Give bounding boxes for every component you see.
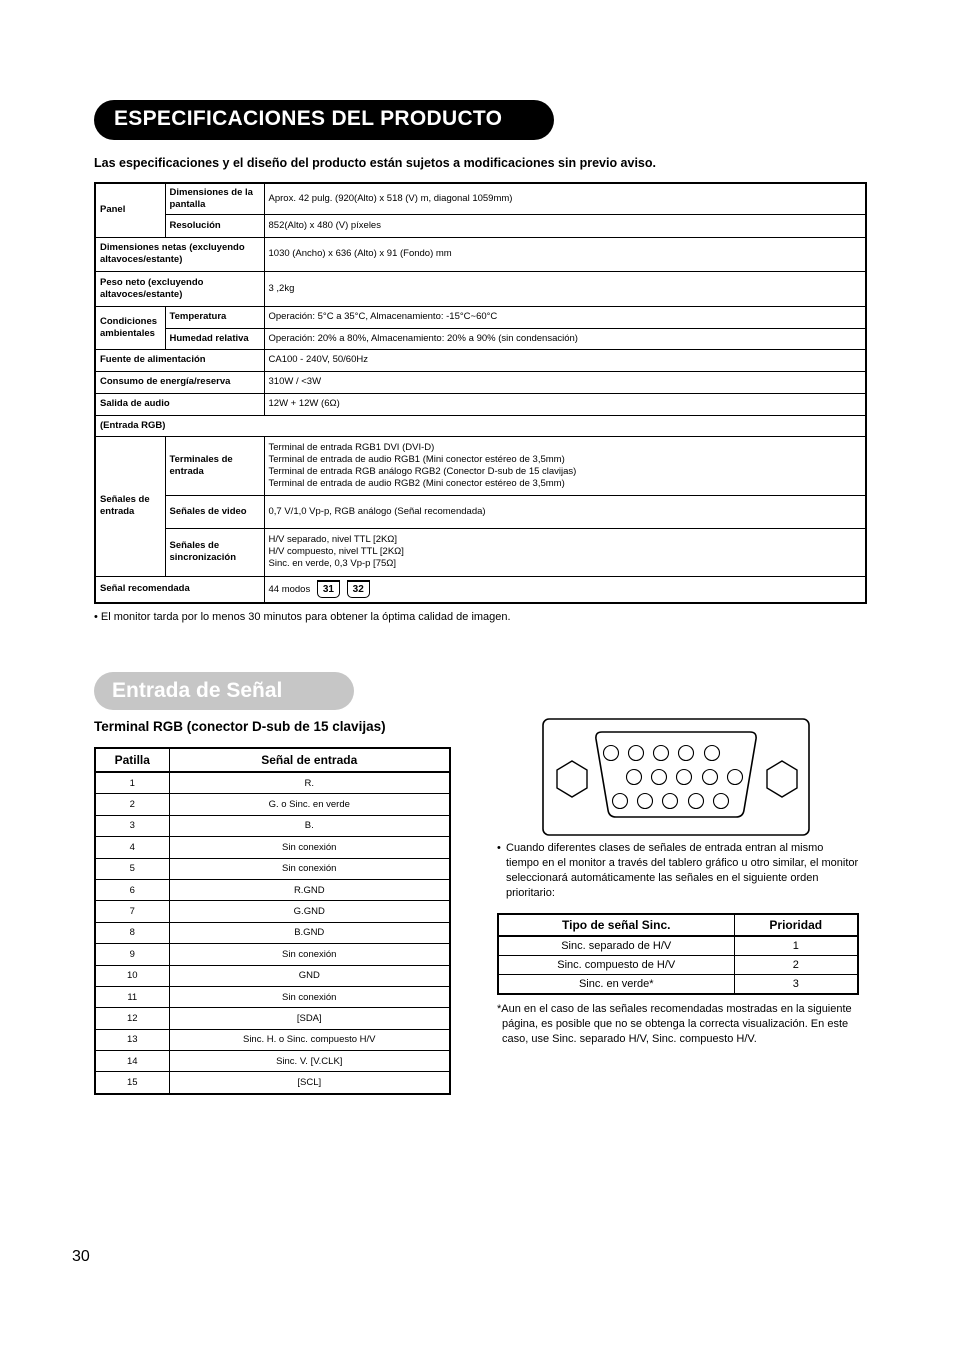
table-cell-value: Sin conexión xyxy=(169,944,450,965)
priority-note xyxy=(497,1002,859,1047)
table-row xyxy=(95,328,866,349)
table-cell-key: 1 xyxy=(95,772,169,794)
bullet-text: Cuando diferentes clases de señales de entrada entran al mismo tiempo en el monitor a través del tablero gráfico u otro similar, el monitor seleccionará automáticamente las señales en el siguiente orden prioritario: xyxy=(506,842,859,899)
table-row xyxy=(95,986,450,1007)
terminal-line: Terminal de entrada de audio RGB2 (Mini conector estéreo de 3,5mm) xyxy=(268,477,565,489)
table-row xyxy=(95,237,866,271)
spec-label: Temperatura xyxy=(165,306,264,328)
table-cell-value: B. xyxy=(169,815,450,836)
table-cell-value: 3 xyxy=(734,975,858,995)
spec-table xyxy=(94,182,867,604)
spec-label: Señales de entrada xyxy=(95,436,165,576)
column-header-sync-type: Tipo de señal Sinc. xyxy=(498,914,734,936)
spec-label: Consumo de energía/reserva xyxy=(95,371,264,393)
table-row xyxy=(95,815,450,836)
table-cell-value: [SDA] xyxy=(169,1008,450,1029)
pin-table xyxy=(94,747,451,1095)
pin-hole xyxy=(703,770,718,785)
table-cell-key: 7 xyxy=(95,901,169,922)
table-row xyxy=(498,975,858,995)
spec-label: Peso neto (excluyendo altavoces/estante) xyxy=(95,271,264,306)
spec-value: 0,7 V/1,0 Vp-p, RGB análogo (Señal recomendada) xyxy=(264,495,866,528)
table-cell-value: B.GND xyxy=(169,922,450,943)
pin-hole xyxy=(629,746,644,761)
column-header-priority: Prioridad xyxy=(734,914,858,936)
table-row xyxy=(95,1029,450,1050)
pin-hole xyxy=(604,746,619,761)
spec-value: Operación: 20% a 80%, Almacenamiento: 20% a 90% (sin condensación) xyxy=(264,328,866,349)
terminal-line: Terminal de entrada de audio RGB1 (Mini conector estéreo de 3,5mm) xyxy=(268,453,565,465)
table-row xyxy=(95,1051,450,1072)
spec-label: Panel xyxy=(95,183,165,237)
column-header-signal: Señal de entrada xyxy=(169,748,450,772)
table-cell-key: 8 xyxy=(95,922,169,943)
table-cell-key: Sinc. en verde* xyxy=(498,975,734,995)
table-cell-key: 3 xyxy=(95,815,169,836)
spec-label: Dimensiones netas (excluyendo altavoces/estante) xyxy=(95,237,264,271)
spec-value xyxy=(264,528,866,576)
pin-hole xyxy=(679,746,694,761)
table-row xyxy=(95,1008,450,1029)
table-cell-key: 12 xyxy=(95,1008,169,1029)
table-row xyxy=(95,1072,450,1094)
spec-value: Aprox. 42 pulg. (920(Alto) x 518 (V) m, diagonal 1059mm) xyxy=(264,183,866,214)
table-row xyxy=(95,214,866,237)
table-row xyxy=(95,772,450,794)
spec-value: 852(Alto) x 480 (V) píxeles xyxy=(264,214,866,237)
table-row xyxy=(95,495,866,528)
spec-label: Terminales de entrada xyxy=(165,436,264,495)
sync-line: H/V separado, nivel TTL [2KΩ] xyxy=(268,534,398,545)
spec-value: Operación: 5°C a 35°C, Almacenamiento: -15°C~60°C xyxy=(264,306,866,328)
page-ref-31[interactable]: 31 xyxy=(317,580,340,598)
spec-label: Fuente de alimentación xyxy=(95,349,264,371)
table-cell-value: G.GND xyxy=(169,901,450,922)
pin-hole xyxy=(663,794,678,809)
table-cell-value: R.GND xyxy=(169,879,450,900)
table-cell-value: Sin conexión xyxy=(169,837,450,858)
priority-explanation xyxy=(497,841,859,901)
spec-value xyxy=(264,576,866,603)
table-header-row xyxy=(95,748,450,772)
table-cell-value: GND xyxy=(169,965,450,986)
pin-hole xyxy=(627,770,642,785)
note-text: *Aun en el caso de las señales recomendadas mostradas en la siguiente página, es posible que no se obtenga la correcta visualización. En este caso, use Sinc. separado H/V, Sinc. compuesto H/V. xyxy=(497,1003,852,1045)
table-cell-key: Sinc. separado de H/V xyxy=(498,936,734,956)
table-cell-key: Sinc. compuesto de H/V xyxy=(498,956,734,975)
pin-hole xyxy=(652,770,667,785)
column-header-pin: Patilla xyxy=(95,748,169,772)
pin-hole xyxy=(654,746,669,761)
table-row xyxy=(95,415,866,436)
table-cell-value: Sinc. V. [V.CLK] xyxy=(169,1051,450,1072)
table-row xyxy=(95,576,866,603)
spec-value: 1030 (Ancho) x 636 (Alto) x 91 (Fondo) mm xyxy=(264,237,866,271)
table-row xyxy=(95,922,450,943)
table-row xyxy=(95,306,866,328)
table-cell-key: 10 xyxy=(95,965,169,986)
subsection-title: Terminal RGB (conector D-sub de 15 clavijas) xyxy=(94,719,386,734)
table-row xyxy=(95,944,450,965)
table-cell-value: G. o Sinc. en verde xyxy=(169,794,450,815)
table-row xyxy=(95,393,866,415)
spec-value: CA100 - 240V, 50/60Hz xyxy=(264,349,866,371)
dsub-connector-diagram xyxy=(542,718,810,836)
table-row xyxy=(498,936,858,956)
table-cell-value: R. xyxy=(169,772,450,794)
table-row xyxy=(95,436,866,495)
table-cell-key: 14 xyxy=(95,1051,169,1072)
pin-hole xyxy=(728,770,743,785)
table-cell-value: Sinc. H. o Sinc. compuesto H/V xyxy=(169,1029,450,1050)
table-cell-key: 6 xyxy=(95,879,169,900)
terminal-line: Terminal de entrada RGB análogo RGB2 (Conector D-sub de 15 clavijas) xyxy=(268,465,577,477)
notice-text: Las especificaciones y el diseño del producto están sujetos a modificaciones sin previo aviso. xyxy=(94,156,656,170)
pin-hole xyxy=(677,770,692,785)
spec-label: Señal recomendada xyxy=(95,576,264,603)
table-row xyxy=(95,858,450,879)
section-banner-specs xyxy=(94,100,554,140)
table-cell-value: Sin conexión xyxy=(169,986,450,1007)
spec-value: 310W / <3W xyxy=(264,371,866,393)
spec-label: Resolución xyxy=(165,214,264,237)
table-row xyxy=(95,901,450,922)
table-cell-value: [SCL] xyxy=(169,1072,450,1094)
table-cell-value: 2 xyxy=(734,956,858,975)
spec-label: Condiciones ambientales xyxy=(95,306,165,349)
section-banner-signal-input xyxy=(94,672,354,710)
table-cell-value: 1 xyxy=(734,936,858,956)
pin-hole xyxy=(613,794,628,809)
spec-label: Señales de video xyxy=(165,495,264,528)
table-row xyxy=(95,349,866,371)
table-header-row xyxy=(498,914,858,936)
table-cell-key: 9 xyxy=(95,944,169,965)
terminal-line: Terminal de entrada RGB1 DVI (DVI-D) xyxy=(268,441,435,453)
bullet-dot: • xyxy=(497,842,501,854)
pin-hole xyxy=(705,746,720,761)
spec-label: Señales de sincronización xyxy=(165,528,264,576)
recommended-modes: 44 modos xyxy=(268,584,311,596)
table-row xyxy=(95,371,866,393)
table-row xyxy=(498,956,858,975)
table-row xyxy=(95,794,450,815)
spec-label: Salida de audio xyxy=(95,393,264,415)
table-cell-key: 13 xyxy=(95,1029,169,1050)
priority-table xyxy=(497,913,859,995)
warmup-footnote: • El monitor tarda por lo menos 30 minutos para obtener la óptima calidad de imagen. xyxy=(94,611,511,623)
table-cell-key: 15 xyxy=(95,1072,169,1094)
table-row xyxy=(95,879,450,900)
table-row xyxy=(95,965,450,986)
pin-hole xyxy=(689,794,704,809)
page-title: ESPECIFICACIONES DEL PRODUCTO xyxy=(114,107,503,130)
pin-hole xyxy=(638,794,653,809)
table-row xyxy=(95,528,866,576)
table-cell-key: 2 xyxy=(95,794,169,815)
sync-line: H/V compuesto, nivel TTL [2KΩ] xyxy=(268,546,404,557)
table-cell-value: Sin conexión xyxy=(169,858,450,879)
pin-hole xyxy=(714,794,729,809)
table-row xyxy=(95,183,866,214)
page-number: 30 xyxy=(72,1248,90,1265)
spec-value xyxy=(264,436,866,495)
spec-value: 12W + 12W (6Ω) xyxy=(264,393,866,415)
page-ref-32[interactable]: 32 xyxy=(347,580,370,598)
section-title: Entrada de Señal xyxy=(112,679,283,702)
spec-label: Humedad relativa xyxy=(165,328,264,349)
sync-line: Sinc. en verde, 0,3 Vp-p [75Ω] xyxy=(268,558,397,569)
spec-label: (Entrada RGB) xyxy=(95,415,866,436)
table-cell-key: 11 xyxy=(95,986,169,1007)
table-row xyxy=(95,837,450,858)
table-row xyxy=(95,271,866,306)
table-cell-key: 4 xyxy=(95,837,169,858)
spec-label: Dimensiones de la pantalla xyxy=(165,183,264,214)
spec-value: 3 ,2kg xyxy=(264,271,866,306)
table-cell-key: 5 xyxy=(95,858,169,879)
